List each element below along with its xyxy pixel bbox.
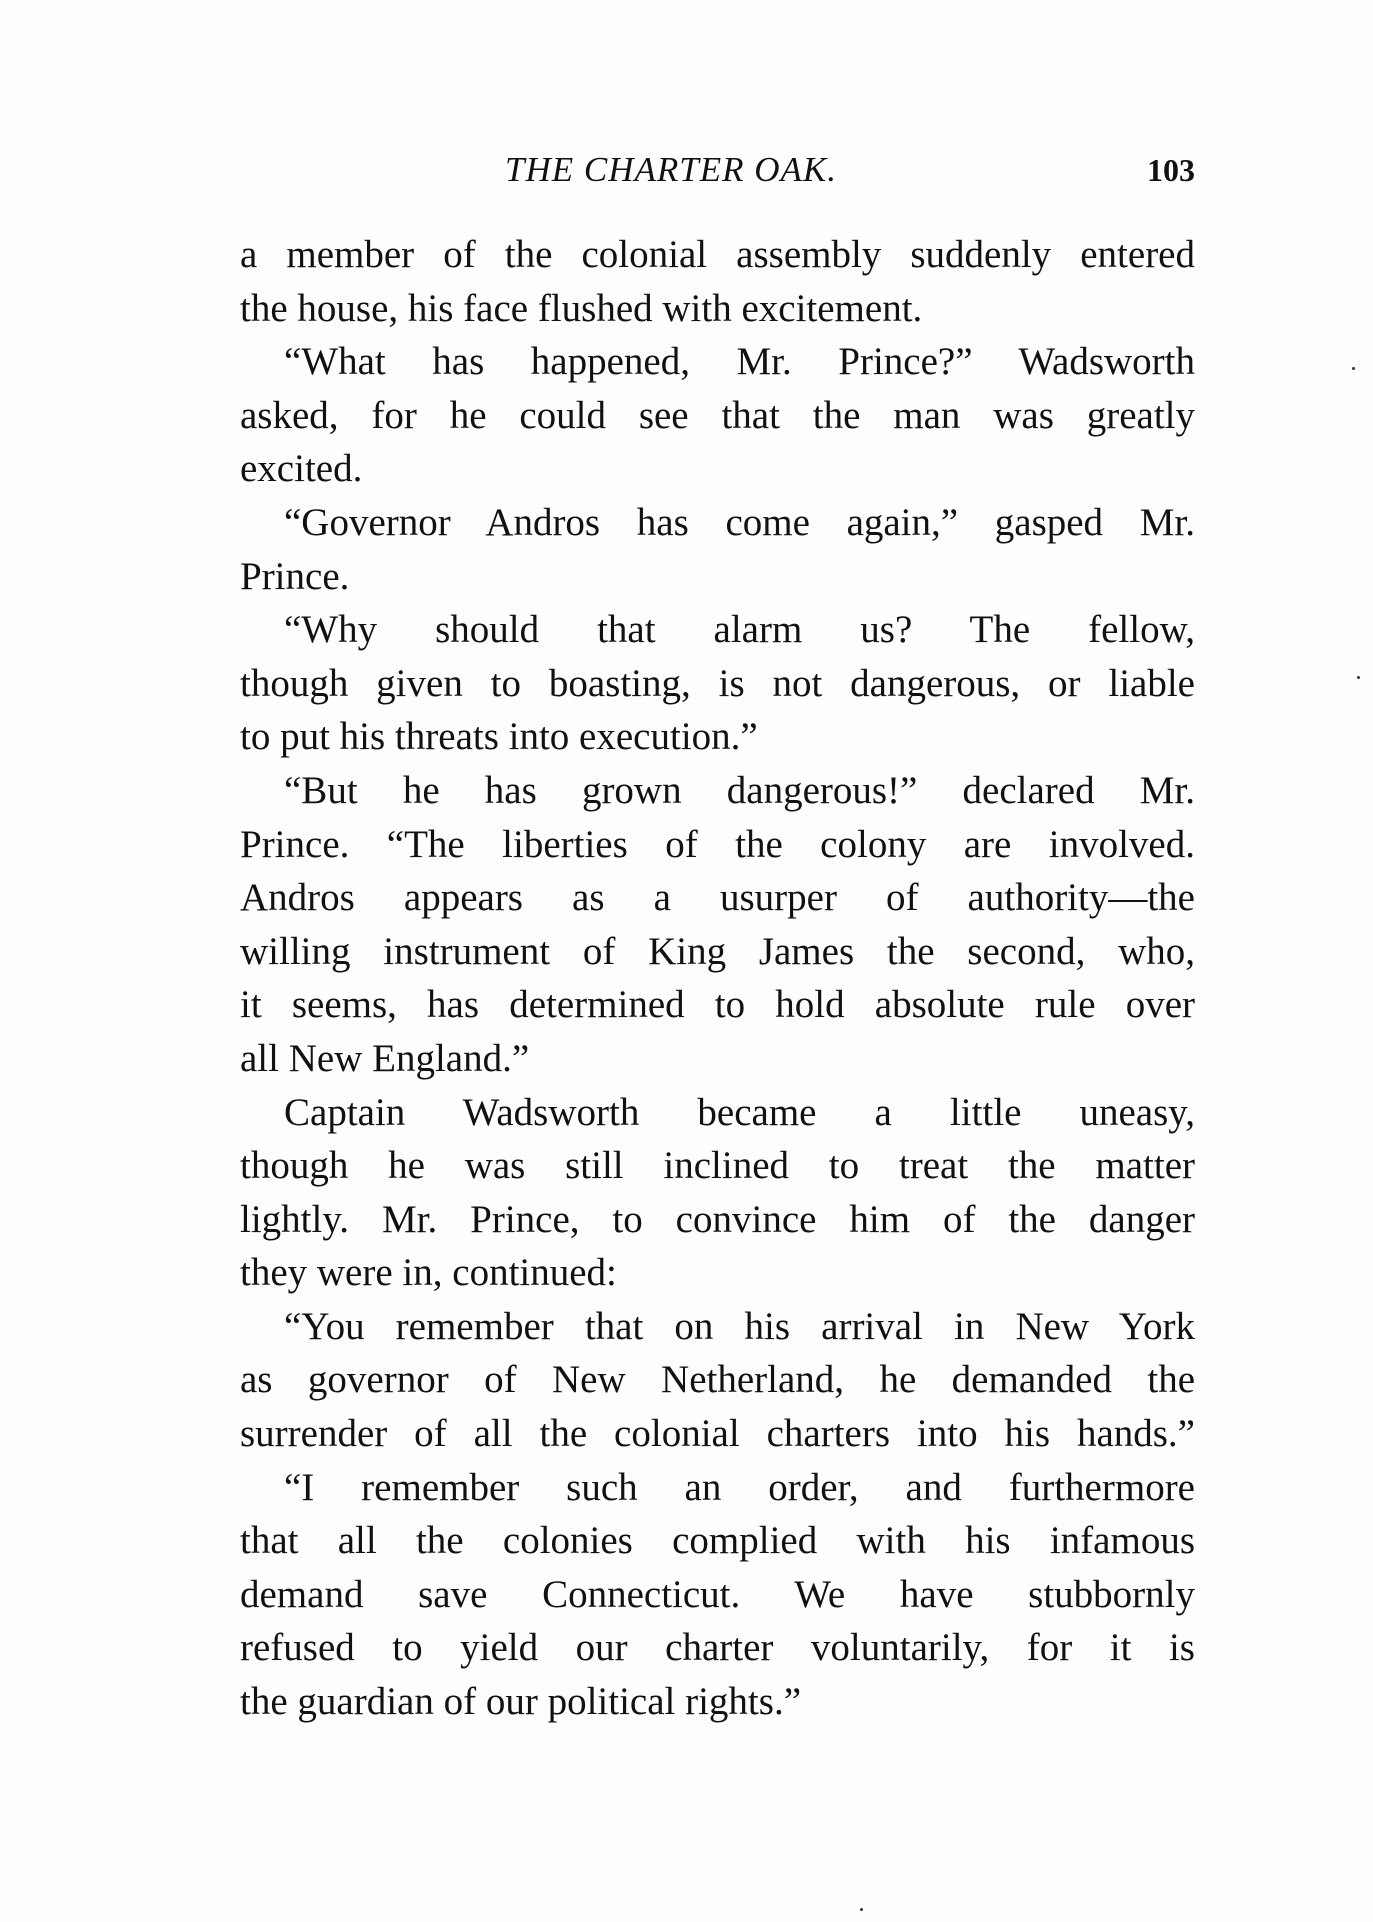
page-number: 103 bbox=[1147, 152, 1195, 188]
text-line: that all the colonies complied with his infamous bbox=[240, 1519, 1195, 1563]
text-line: a member of the colonial assembly suddenly entered bbox=[240, 233, 1195, 276]
text-line: the house, his face flushed with excitement. bbox=[240, 286, 923, 330]
text-line: demand save Connecticut. We have stubbornly bbox=[240, 1572, 1195, 1616]
text-line: the guardian of our political rights.” bbox=[240, 1680, 802, 1724]
text-line: surrender of all the colonial charters into his hands.” bbox=[240, 1412, 1195, 1456]
text-line: “What has happened, Mr. Prince?” Wadsworth bbox=[284, 340, 1195, 384]
running-title: THE CHARTER OAK. bbox=[505, 150, 837, 189]
text-line: as governor of New Netherland, he demanded the bbox=[240, 1358, 1195, 1402]
text-line: lightly. Mr. Prince, to convince him of the danger bbox=[240, 1197, 1195, 1241]
text-line: asked, for he could see that the man was greatly bbox=[240, 393, 1195, 437]
text-line: “I remember such an order, and furthermore bbox=[284, 1465, 1195, 1509]
text-line: Captain Wadsworth became a little uneasy, bbox=[284, 1090, 1195, 1134]
text-line: though he was still inclined to treat the matter bbox=[240, 1144, 1195, 1188]
text-line: Andros appears as a usurper of authority—the bbox=[240, 876, 1195, 920]
text-line: “But he has grown dangerous!” declared Mr. bbox=[284, 768, 1195, 812]
text-line: “Governor Andros has come again,” gasped Mr. bbox=[284, 500, 1195, 544]
text-line: it seems, has determined to hold absolute rule over bbox=[240, 983, 1195, 1027]
paper-speck bbox=[860, 1908, 863, 1911]
body-text bbox=[240, 228, 1195, 1729]
page-header bbox=[240, 142, 1195, 192]
text-line: Prince. bbox=[240, 554, 350, 598]
text-line: to put his threats into execution.” bbox=[240, 715, 758, 759]
text-line: Prince. “The liberties of the colony are involved. bbox=[240, 822, 1195, 866]
paper-speck bbox=[1352, 367, 1355, 370]
text-line: refused to yield our charter voluntarily, for it is bbox=[240, 1626, 1195, 1670]
text-line: “Why should that alarm us? The fellow, bbox=[284, 608, 1195, 652]
paper-speck bbox=[1357, 676, 1360, 679]
text-line: though given to boasting, is not dangerous, or liable bbox=[240, 661, 1195, 705]
text-line: excited. bbox=[240, 447, 363, 491]
text-line: they were in, continued: bbox=[240, 1251, 617, 1295]
text-line: all New England.” bbox=[240, 1036, 530, 1080]
text-line: willing instrument of King James the second, who, bbox=[240, 929, 1195, 973]
text-line: “You remember that on his arrival in New York bbox=[284, 1304, 1195, 1348]
